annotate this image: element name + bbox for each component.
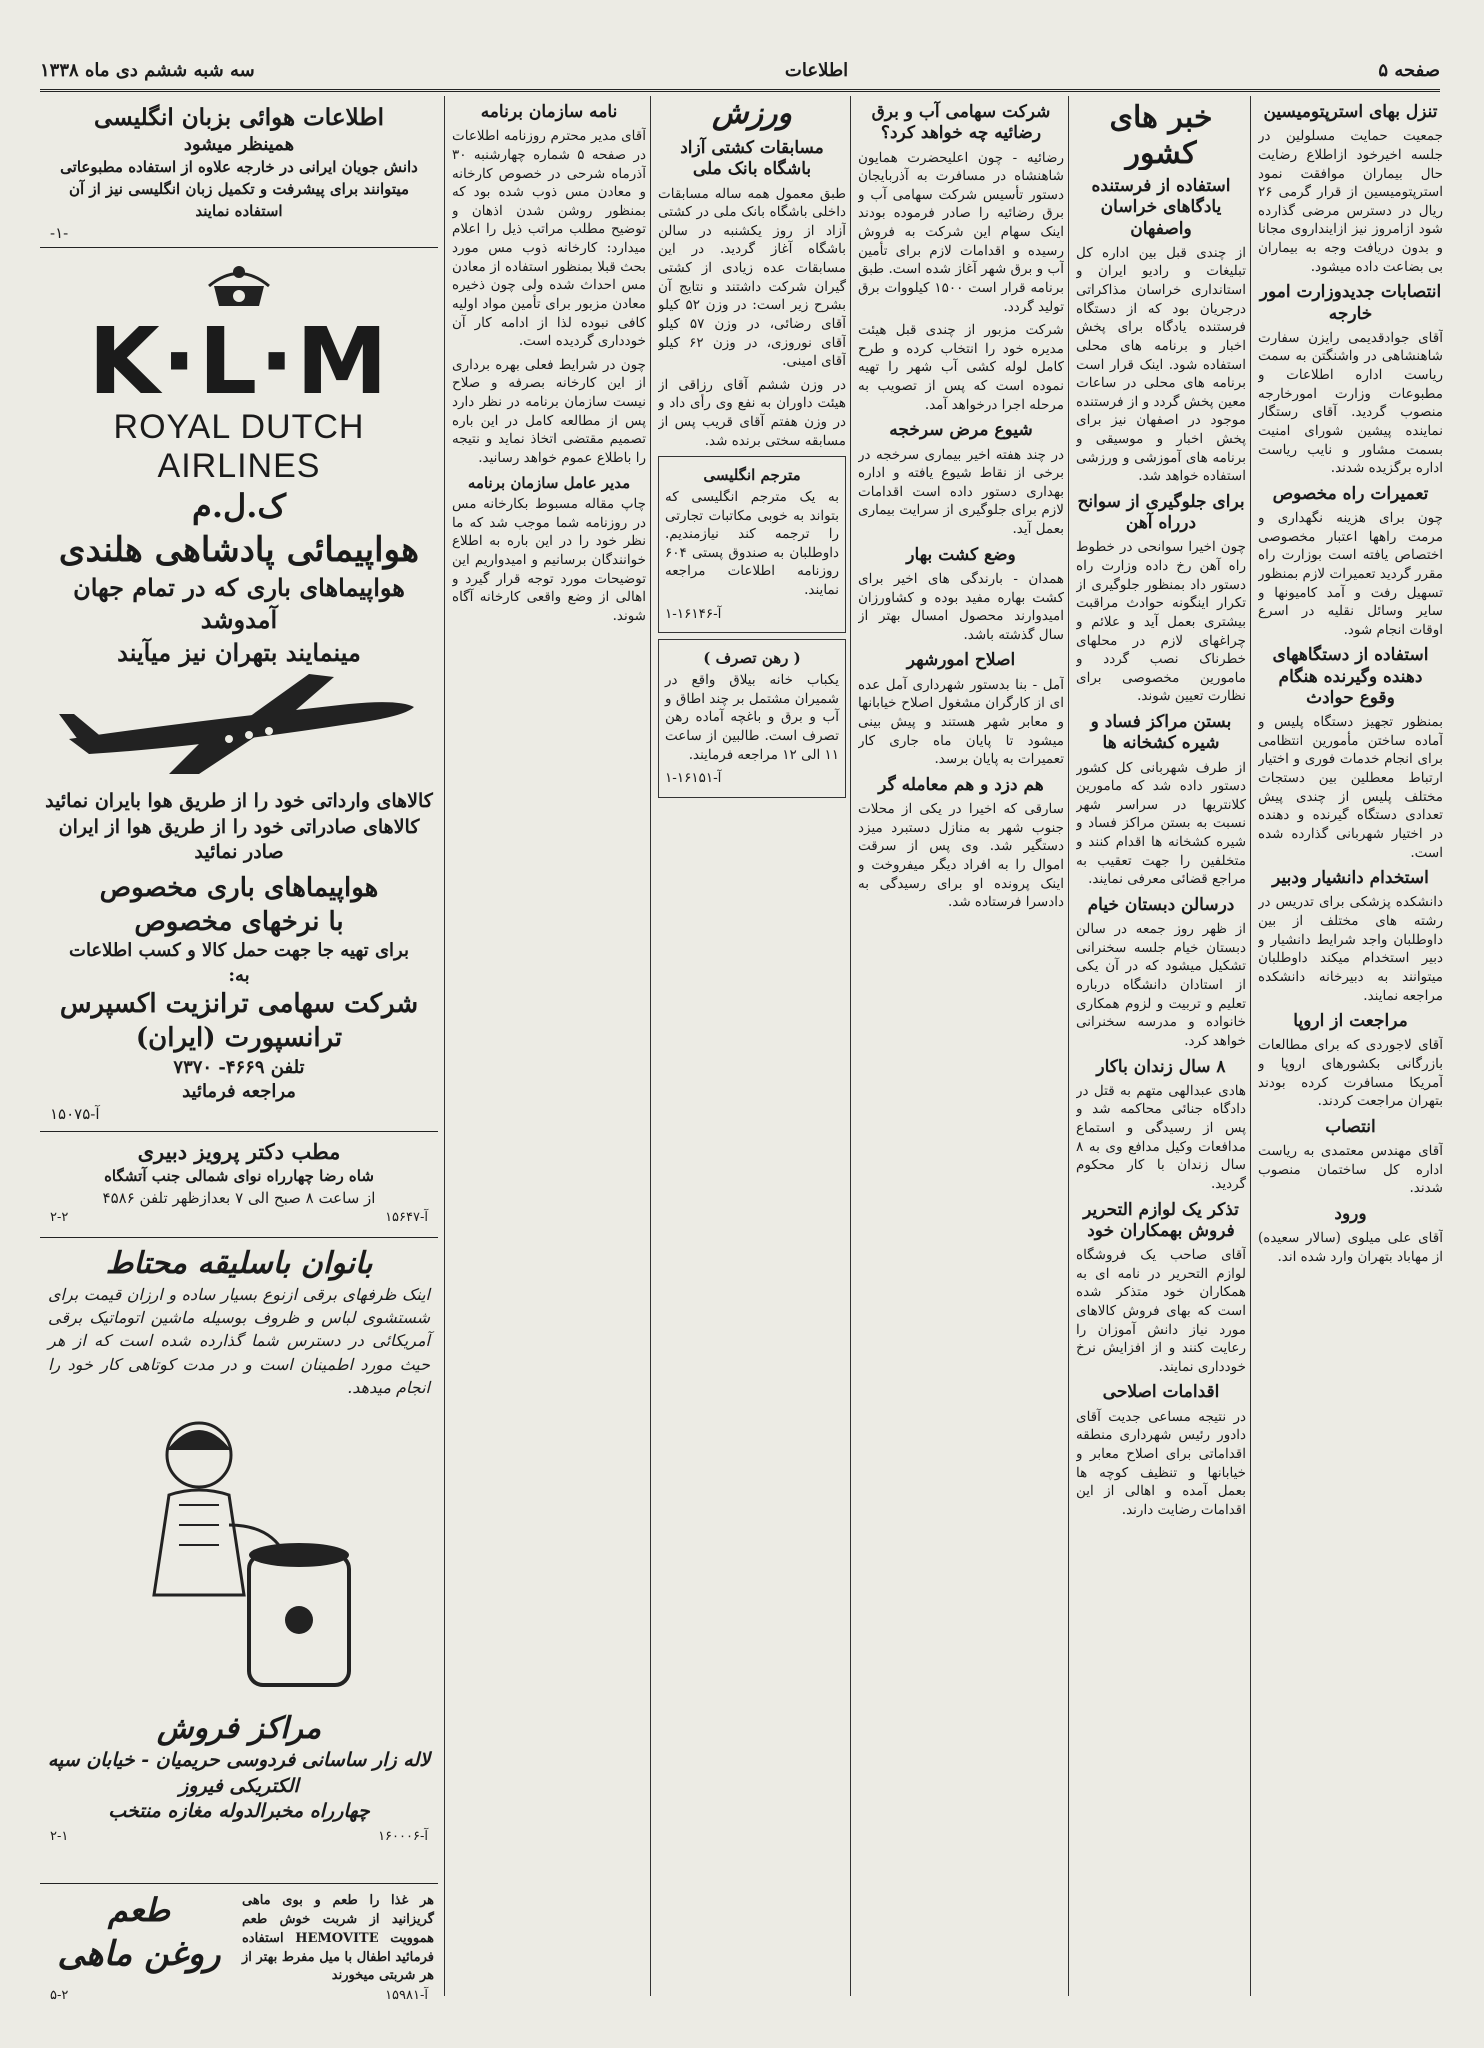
signature: مدیر عامل سازمان برنامه bbox=[467, 473, 631, 492]
item-title: بستن مراکز فساد و شیره کشخانه ها bbox=[1090, 712, 1232, 754]
ad-store-list: لاله زار ساسانی فردوسی حریمیان - خیابان سپه الکتریکی فیروز bbox=[47, 1748, 431, 1797]
item-title: مراجعت از اروپا bbox=[1293, 1011, 1408, 1032]
item-title: شیوع مرض سرخجه bbox=[889, 420, 1033, 441]
item-body: آقای مهندس معتمدی به ریاست اداره کل ساختمان منصوب شدند. bbox=[1258, 1143, 1443, 1197]
klm-special: با نرخهای مخصوص bbox=[134, 906, 344, 937]
issue-date: سه شبه ششم دی ماه ۱۳۳۸ bbox=[40, 60, 255, 81]
ad-body: هر غذا را طعم و بوی ماهی گریزانید از شربت خوش طعم هموویت HEMOVITE استفاده فرمائید اطفال با میل مفرط بهتر از هر شربتی میخورند bbox=[242, 1893, 434, 1984]
klm-persian-logo: ک.ل.م bbox=[192, 487, 286, 525]
item-title: مسابقات کشتی آزاد باشگاه بانک ملی bbox=[680, 138, 824, 180]
ad-code: ۲-۱ bbox=[50, 1828, 69, 1844]
ad-fish-oil bbox=[40, 1890, 438, 2000]
item-body: آقای علی میلوی (سالار سعیده) از مهاباد بتهران وارد شده اند. bbox=[1258, 1230, 1443, 1265]
klm-phone: مراجعه فرمائید bbox=[182, 1080, 296, 1102]
item-body: از طرف شهربانی کل کشور دستور داده شد که مامورین کلانتریها در سراسر شهر نسبت به بستن مراکز فساد و شیره کشخانه ها اقدام کنند و متخلفین را جهت تعقیب به مراجع قضائی معرفی نمایند. bbox=[1076, 759, 1246, 888]
item-body: شرکت مزبور از چندی قبل هیئت مدیره خود را انتخاب کرده و طرح کامل لوله کشی آب شهر را تهیه نموده است که پس از تصویب به مرحله اجرا درخواهد آمد. bbox=[858, 322, 1064, 413]
ad-code: ۲-۲ bbox=[50, 1209, 69, 1225]
ad-english-edition bbox=[40, 98, 438, 248]
item-body: آقای جوادقدیمی رایزن سفارت شاهنشاهی در واشنگتن به سمت ریاست اداره اطلاعات و مطبوعات وزارت امورخارجه منصوب گردید. آقای رستگار نماینده پیشین شورای امنیت بسمت مشاور و نایب ریاست اداره برگزیده شدند. bbox=[1258, 329, 1443, 477]
item-body: از چندی قبل بین اداره کل تبلیغات و رادیو ایران و استانداری خراسان مذاکراتی درجریان بود که از دستگاه فرستنده یادگاه برای پخش اخبار و برنامه های محلی استفاده شود. اینک قرار است برنامه های محلی در ساعات معین پخش گردد و از فرستنده موجود در اصفهان نیز برای پخش اخبار و موسیقی و برنامه های آموزشی و ورزشی استفاده خواهد شد. bbox=[1076, 244, 1246, 485]
classified-code: آ-۱۶۱۴۶-۱ bbox=[665, 605, 722, 622]
item-body: هادی عبدالهی متهم به قتل در دادگاه جنائی محاکمه شد و پس از رسیدگی و استماع مدافعات وکیل مدافع وی به ۸ سال زندان با کار محکوم گردید. bbox=[1076, 1082, 1246, 1192]
column-provincial-news bbox=[858, 96, 1064, 1996]
ad-code: آ-۱۵۹۸۱ bbox=[385, 1988, 428, 2000]
ad-store-list: چهارراه مخبرالدوله مغازه منتخب bbox=[108, 1800, 370, 1823]
item-title: وضع کشت بهار bbox=[906, 544, 1016, 565]
column-rule bbox=[850, 96, 851, 1996]
item-body: جمعیت حمایت مسلولین در جلسه اخیرخود ازاطلاع رضایت حال بیماران موافقت نمود استرپتومیسین از قرار گرمی ۲۶ ریال در دسترس مرضی گذارده شود ازامروز نیز ازاینداروی مجانا و بدون دریافت وجه به بیماران بی بضاعت داده میشود. bbox=[1258, 128, 1443, 275]
section-title: خبر های کشور bbox=[1109, 100, 1213, 170]
page-number: صفحه ۵ bbox=[1378, 60, 1440, 81]
ad-body: دانش جویان ایرانی در خارجه علاوه از استفاده مطبوعاتی میتوانند برای پیشرفت و تکمیل زبان انگلیسی نیز از آن استفاده نمایند bbox=[60, 158, 418, 220]
ad-body: اینک ظرفهای برقی ازنوع بسیار ساده و ارزان قیمت برای شستشوی لباس و ظروف بوسیله ماشین اتوماتیک برقی آمریکائی در دسترس شما گذارده شده است که از هر حیث مورد اطمینان است و در مدت کوتاهی کار خود را انجام میدهد. bbox=[48, 1285, 430, 1397]
klm-agent-company: ترانسپورت (ایران) bbox=[135, 1022, 343, 1053]
ad-hours: از ساعت ۸ صبح الی ۷ بعدازظهر تلفن ۴۵۸۶ bbox=[102, 1189, 376, 1208]
klm-cargo-line: کالاهای صادراتی خود را از طریق هوا از ایران صادر نمائید bbox=[58, 815, 420, 864]
item-body: چاپ مقاله مسبوط بکارخانه مس در روزنامه شما موجب شد که ما نظر خود را در این باره به اطلاع خوانندگان برسانیم و امیدواریم این توضیحات مورد توجه قرار گیرد و اهالی از وضع واقعی کارخانه آگاه شوند. bbox=[452, 496, 646, 624]
klm-contact-line: به: bbox=[228, 964, 250, 986]
column-letter bbox=[452, 96, 646, 1996]
item-title: ۸ سال زندان باکار bbox=[1096, 1056, 1226, 1077]
ad-doctor bbox=[40, 1138, 438, 1238]
item-title: استخدام دانشیار ودبیر bbox=[1272, 868, 1429, 889]
klm-line: هواپیماهای باری که در تمام جهان آمدوشد bbox=[73, 572, 405, 635]
item-title: تذکر یک لوازم التحریر فروش بهمکاران خود bbox=[1083, 1199, 1239, 1241]
ad-store-title: مراکز فروش bbox=[156, 1710, 322, 1746]
item-title: ورود bbox=[1334, 1204, 1367, 1224]
classified-body: یکباب خانه بیلاق واقع در شمیران مشتمل بر چند اطاق و آب و برق و باغچه آماده رهن تصرف است. طالبین از ساعت ۱۱ الی ۱۲ مراجعه فرمایند. bbox=[665, 672, 839, 763]
klm-special: هواپیماهای باری مخصوص bbox=[99, 872, 379, 903]
column-rule bbox=[444, 96, 445, 1996]
item-body: آقای مدیر محترم روزنامه اطلاعات در صفحه ۵ شماره چهارشنبه ۳۰ آذرماه شرحی در خصوص کارخانه و معادن مس ذوب شده بود که بمنظور روشن شدن اذهان و توضیح مطلب مراتب ذیل را اعلام میدارد: کارخانه ذوب مس مورد بحث قبلا بمنظور استفاده از معادن مس احداث شده ولی چون ذخیره معادن مزبور برای تأمین مواد اولیه کافی نبوده لذا از ادامه کار آن خودداری گردیده است. bbox=[452, 128, 646, 350]
classified-title: مترجم انگلیسی bbox=[703, 466, 801, 485]
klm-line: مینمایند بتهران نیز میآیند bbox=[117, 637, 361, 667]
section-title: ورزش bbox=[711, 96, 793, 131]
klm-contact-line: برای تهیه جا جهت حمل کالا و کسب اطلاعات bbox=[69, 940, 409, 962]
ad-code: آ-۱۵۰۷۵ bbox=[50, 1105, 100, 1124]
ad-klm bbox=[40, 252, 438, 1132]
item-title: برای جلوگیری از سوانح درراه آهن bbox=[1077, 491, 1245, 534]
klm-cargo-line: کالاهای وارداتی خود را از طریق هوا بایران نمائید bbox=[45, 789, 433, 812]
section-heading-box bbox=[1076, 100, 1246, 170]
classified-mortgage bbox=[658, 639, 846, 797]
airplane-icon bbox=[49, 669, 429, 779]
item-title: انتصاب bbox=[1325, 1116, 1376, 1137]
item-body: آقای صاحب یک فروشگاه لوازم التحریر در نامه ای به همکاران خود متذکر شده است که بهای فروش کالاهای مورد نیاز دانش آموزان را رعایت کنند و از افزایش نرخ خودداری نمایند. bbox=[1076, 1247, 1246, 1375]
ad-code: -۱- bbox=[50, 223, 69, 242]
ad-title: اطلاعات هوائی بزبان انگلیسی bbox=[94, 104, 384, 131]
item-body: طبق معمول همه ساله مسابقات داخلی باشگاه بانک ملی در کشتی آزاد از روز یکشنبه در سالن باشگاه آغاز گردید. در این مسابقات عده زیادی از کشتی گیران شرکت داشتند و نتایج آن بشرح زیر است: در وزن ۵۲ کیلو آقای رضائی، در وزن ۵۷ کیلو آقای نوروزی، در وزن ۶۲ کیلو آقای امینی. bbox=[658, 185, 846, 370]
item-title: نامه سازمان برنامه bbox=[480, 102, 618, 122]
item-body: آقای لاجوردی که برای مطالعات بازرگانی بکشورهای اروپا و آمریکا مسافرت کرده بودند بتهران مراجعت کردند. bbox=[1258, 1037, 1443, 1110]
classified-body: به یک مترجم انگلیسی که بتواند به خوبی مکاتبات تجارتی را ترجمه کند نیازمندیم. داوطلبان به صندوق پستی ۶۰۴ روزنامه اطلاعات مراجعه نمایند. bbox=[665, 488, 839, 599]
item-body: چون برای هزینه نگهداری و مرمت راهها اعتبار مخصوصی اختصاص یافته است بوزارت راه مقرر گردید تعمیرات لازم بمنظور تسهیل رفت و آمد کامیونها و سایر وسائل نقلیه در اسرع اوقات انجام شود. bbox=[1258, 510, 1443, 638]
item-body: در وزن ششم آقای رزاقی از هیئت داوران به نفع وی رأی داد و در وزن هفتم آقای قریب پس از مسابقه سختی برنده شد. bbox=[658, 376, 846, 449]
ad-title: طعم bbox=[107, 1891, 171, 1929]
item-body: دانشکده پزشکی برای تدریس در رشته های مختلف از بین داوطلبان واجد شرایط دانشیار و دبیر استخدام میکند داوطلبان میتوانند به دبیرخانه دانشکده مراجعه نمایند. bbox=[1258, 894, 1443, 1004]
item-body: رضائیه - چون اعلیحضرت همایون شاهنشاه در مسافرت به آذربایجان دستور تأسیس شرکت سهامی آب و برق رضائیه را صادر فرموده بودند اینک سهام این شرکت به فروش رسیده و اقدامات لازم برای تأمین آب و برق شهر آغاز شده است. طبق برنامه قرار است ۱۵۰۰ کیلووات برق تولید گردد. bbox=[858, 149, 1064, 315]
masthead bbox=[40, 52, 1440, 92]
item-title: استفاده از دستگاههای دهنده وگیرنده هنگام وقوع حوادث bbox=[1272, 645, 1429, 708]
item-body: از ظهر روز جمعه در سالن دبستان خیام جلسه سخنرانی تشکیل میشود که در آن یکی از استادان دانشگاه درباره تعلیم و تربیت و لزوم همکاری خانواده و مدرسه سخنرانی خواهد کرد. bbox=[1076, 921, 1246, 1049]
ad-title: مطب دکتر پرویز دبیری bbox=[137, 1139, 341, 1164]
item-body: در چند هفته اخیر بیماری سرخجه در برخی از نقاط شیوع یافته و اداره بهداری دستور داده است اقدامات لازم برای جلوگیری از سرایت بیماری بعمل آید. bbox=[858, 446, 1064, 537]
column-rule bbox=[1068, 96, 1069, 1996]
item-body: بمنظور تجهیز دستگاه پلیس و آماده ساختن مأمورین انتظامی برای انجام خدمات فوری و اختیار ارتباط معطلین بین دستجات مختلف پلیس از چندی پیش تعدادی دستگاه گیرنده و دهنده در اختیار شهربانی گذارده شده است. bbox=[1258, 714, 1443, 861]
classified-code: آ-۱۶۱۵۱-۱ bbox=[665, 770, 722, 787]
item-body: همدان - بارندگی های اخیر برای کشت بهاره مفید بوده و کشاورزان امیدوارند محصول امسال بهتر از سال گذشته باشد. bbox=[858, 570, 1064, 643]
column-radio-news bbox=[1076, 170, 1246, 2000]
classified-translator bbox=[658, 456, 846, 633]
column-rule bbox=[1250, 96, 1251, 1996]
item-title: تعمیرات راه مخصوص bbox=[1272, 483, 1429, 504]
item-title: انتصابات جدیدوزارت امور خارجه bbox=[1259, 282, 1442, 324]
klm-logo: K·L·M bbox=[88, 308, 390, 415]
item-body: سارقی که اخیرا در یکی از محلات جنوب شهر به منازل دستبرد میزد دستگیر شد. وی پس از سرقت اموال را به افراد دیگر میفروخت و اینک پرونده او برای رسیدگی به دادسرا فرستاده شد. bbox=[858, 801, 1064, 911]
klm-english-name: ROYAL DUTCH AIRLINES bbox=[113, 408, 365, 485]
paper-name: اطلاعات bbox=[784, 60, 849, 81]
ad-title: روغن ماهی bbox=[57, 1933, 221, 1974]
woman-washing-machine-illustration-icon bbox=[109, 1405, 369, 1705]
column-sport bbox=[658, 96, 846, 1996]
ad-subtitle: همینظر میشود bbox=[183, 134, 295, 156]
item-body: آمل - بنا بدستور شهرداری آمل عده ای از کارگران مشغول اصلاح خیابانها و معابر شهر هستند و پیش بینی میشود تا پایان ماه جاری کار تعمیرات به پایان برسد. bbox=[858, 676, 1064, 768]
classified-title: ( رهن تصرف ) bbox=[703, 649, 801, 668]
item-title: اصلاح امورشهر bbox=[906, 650, 1016, 671]
column-national-news bbox=[1258, 96, 1443, 1996]
item-title: هم دزد و هم معامله گر bbox=[878, 774, 1044, 795]
ad-code: آ-۱۵۶۴۷ bbox=[385, 1209, 428, 1225]
klm-phone: تلفن ۴۶۶۹- ۷۳۷۰ bbox=[173, 1056, 305, 1078]
item-body: در نتیجه مساعی جدیت آقای دادور رئیس شهرداری منطقه اقداماتی برای اصلاح معابر و خیابانها و تنظیف کوچه ها بعمل آمده و اهالی از این اقدامات رضایت دارند. bbox=[1076, 1408, 1246, 1518]
item-body: چون در شرایط فعلی بهره برداری از این کارخانه بصرفه و صلاح نیست سازمان برنامه در نظر دارد پس از مطالعه کامل در این باره تصمیم مقتضی اتخاذ نماید و نتیجه را باطلاع عموم خواهد رسانید. bbox=[452, 356, 646, 466]
crown-logo-icon bbox=[204, 256, 274, 312]
ad-code: ۵-۲ bbox=[50, 1988, 69, 2000]
item-title: درسالن دبستان خیام bbox=[1087, 894, 1235, 915]
item-body: چون اخیرا سوانحی در خطوط راه آهن رخ داده وزارت راه دستور داد بمنظور جلوگیری از تکرار اینگونه حوادث مراقبت بیشتری بعمل آید و علائم و چراغهای لازم در محلهای خطرناک نصب گردد و مامورین مخصوصی برای نظارت تعیین شوند. bbox=[1076, 539, 1246, 705]
ad-title: بانوان باسلیقه محتاط bbox=[105, 1246, 373, 1281]
ad-code: آ-۱۶۰۰۰۶ bbox=[378, 1828, 428, 1844]
ad-address: شاه رضا چهارراه نوای شمالی جنب آتشگاه bbox=[104, 1167, 374, 1186]
item-title: شرکت سهامی آب و برق رضائیه چه خواهد کرد؟ bbox=[871, 102, 1051, 144]
item-title: استفاده از فرستنده یادگاهای خراسان واصفهان bbox=[1091, 176, 1231, 239]
ad-washing-machine bbox=[40, 1244, 438, 1884]
klm-agent-company: شرکت سهامی ترانزیت اکسپرس bbox=[59, 989, 419, 1020]
column-rule bbox=[650, 96, 651, 1996]
item-title: تنزل بهای استرپتومیسین bbox=[1263, 102, 1438, 122]
item-title: اقدامات اصلاحی bbox=[1102, 1382, 1220, 1403]
klm-persian-name: هواپیمائی پادشاهی هلندی bbox=[58, 529, 420, 570]
